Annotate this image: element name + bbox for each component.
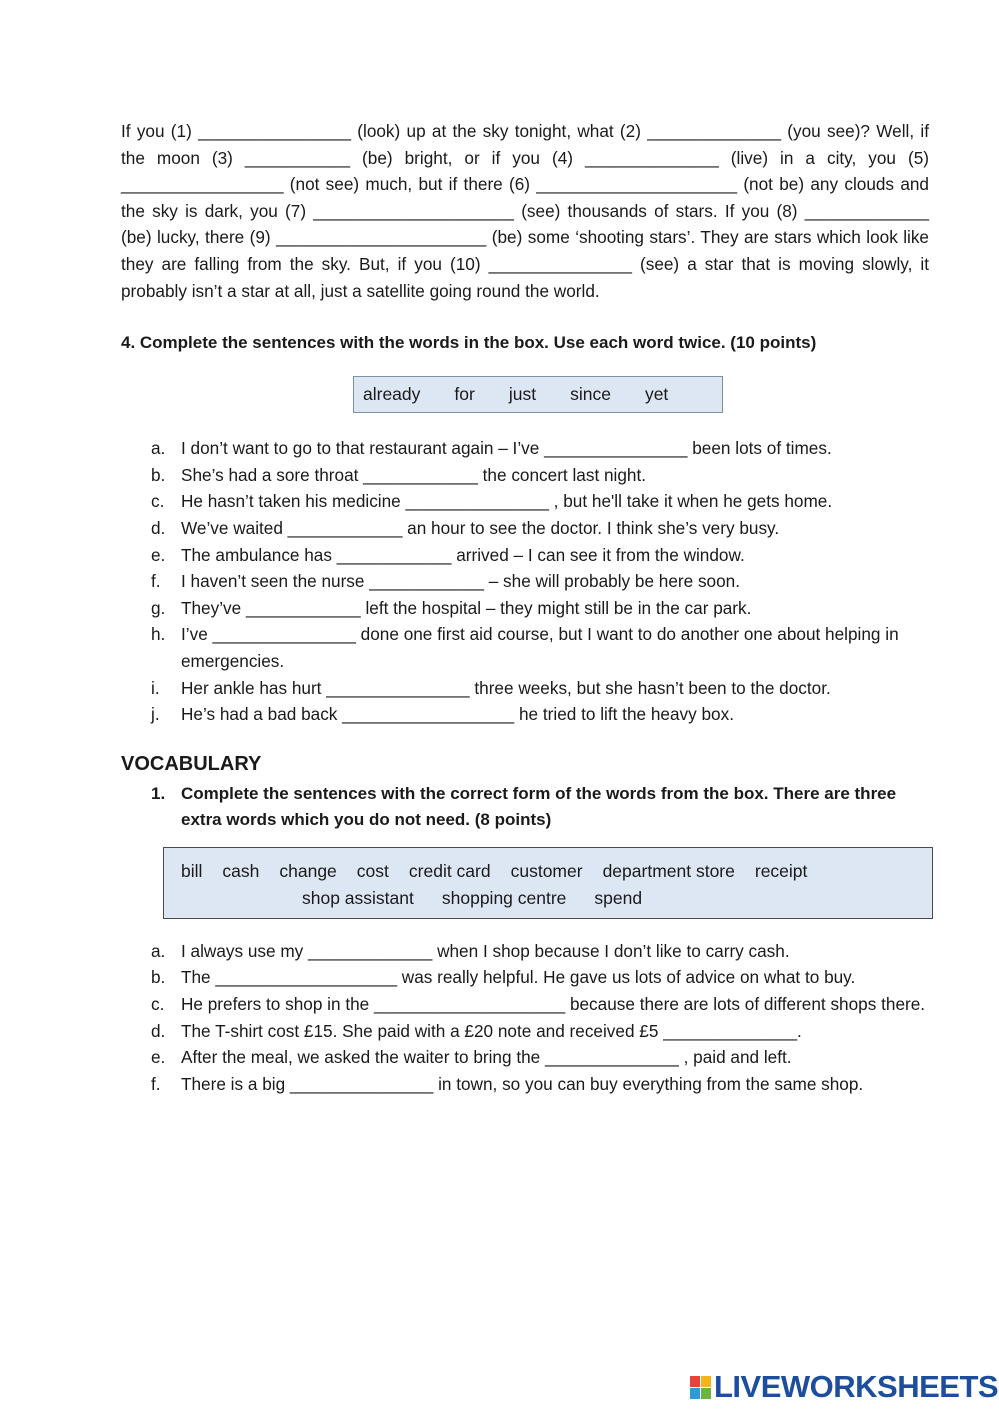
vocabulary-heading: VOCABULARY	[121, 752, 262, 775]
item-label: a.	[151, 940, 166, 961]
list-item	[121, 435, 929, 462]
list-item	[121, 568, 929, 595]
item-label: c.	[151, 994, 165, 1015]
task-text: Complete the sentences with the correct form of the words from the box. There are three extra words which you do not need. (8 points)	[181, 783, 897, 830]
item-label: d.	[151, 517, 166, 538]
list-item	[121, 462, 929, 489]
list-item	[121, 1071, 929, 1098]
task-number: 1.	[151, 783, 166, 803]
logo-mark-tile	[701, 1376, 711, 1387]
item-label: f.	[151, 1073, 161, 1094]
word-box-item: just	[508, 384, 537, 405]
list-item	[121, 595, 929, 622]
item-label: d.	[151, 1020, 166, 1041]
item-text: The ambulance has ____________ arrived – I can see it from the window.	[181, 544, 745, 565]
word-box-item: since	[570, 384, 611, 405]
item-label: b.	[151, 967, 166, 988]
item-label: f.	[151, 571, 161, 592]
item-text: They’ve ____________ left the hospital – they might still be in the car park.	[181, 597, 752, 618]
item-label: j.	[151, 704, 160, 725]
word-box-item: change	[279, 860, 337, 881]
item-label: a.	[151, 438, 166, 459]
word-box-item: department store	[602, 860, 735, 881]
item-label: h.	[151, 624, 166, 645]
item-text: I don’t want to go to that restaurant again – I’ve _______________ been lots of times.	[181, 438, 832, 459]
word-box-item: spend	[594, 887, 643, 908]
list-item	[121, 515, 929, 542]
vocabulary-word-box	[163, 847, 933, 919]
item-text: After the meal, we asked the waiter to bring the ______________ , paid and left.	[181, 1047, 792, 1068]
item-label: i.	[151, 677, 160, 698]
logo-mark-icon	[690, 1376, 711, 1399]
worksheet-page	[121, 118, 929, 1097]
item-label: e.	[151, 1047, 166, 1068]
vocabulary-task	[121, 781, 929, 834]
item-label: e.	[151, 544, 166, 565]
word-box-item: shop assistant	[302, 887, 414, 908]
word-box-item: cash	[222, 860, 260, 881]
item-text: He’s had a bad back __________________ he tried to lift the heavy box.	[181, 704, 734, 725]
list-item	[121, 621, 929, 674]
logo-mark-tile	[701, 1388, 711, 1399]
item-text: The ___________________ was really helpful. He gave us lots of advice on what to buy.	[181, 967, 856, 988]
exercise4-word-box	[353, 376, 723, 413]
list-item	[121, 488, 929, 515]
list-item	[121, 542, 929, 569]
list-item	[121, 964, 929, 991]
word-box-row	[181, 858, 932, 885]
item-text: He hasn’t taken his medicine _______________ , but he'll take it when he gets home.	[181, 491, 833, 512]
item-text: I always use my _____________ when I shop because I don’t like to carry cash.	[181, 940, 790, 961]
list-item	[121, 991, 929, 1018]
list-item	[121, 701, 929, 728]
item-label: b.	[151, 464, 166, 485]
item-text: Her ankle has hurt _______________ three weeks, but she hasn’t been to the doctor.	[181, 677, 831, 698]
word-box-item: shopping centre	[441, 887, 567, 908]
word-box-item: receipt	[754, 860, 808, 881]
logo-mark-tile	[690, 1388, 700, 1399]
item-text: There is a big _______________ in town, so you can buy everything from the same shop.	[181, 1073, 864, 1094]
list-item	[121, 938, 929, 965]
item-text: The T-shirt cost £15. She paid with a £20 note and received £5 ______________.	[181, 1020, 802, 1041]
liveworksheets-logo	[690, 1369, 999, 1404]
logo-text: LIVEWORKSHEETS	[714, 1369, 999, 1404]
vocabulary-list	[121, 938, 929, 1098]
item-text: I haven’t seen the nurse ____________ – she will probably be here soon.	[181, 571, 740, 592]
item-label: g.	[151, 597, 166, 618]
word-box-row	[181, 885, 932, 912]
list-item	[121, 1018, 929, 1045]
list-item	[121, 675, 929, 702]
word-box-item: credit card	[408, 860, 491, 881]
item-text: She’s had a sore throat ____________ the concert last night.	[181, 464, 647, 485]
word-box-item: cost	[356, 860, 389, 881]
exercise3-paragraph: If you (1) ________________ (look) up at the sky tonight, what (2) ______________ (you see)? Well, if the moon (3) ___________ (be) bright, or if you (4) ______________ (live) in a city, you (5) _________________ (not see) much, but if there (6) _____________________ (not be) any clouds and the sky is dark, you (7) _____________________ (see) thousands of stars. If you (8) _____________ (be) lucky, there (9) ______________________ (be) some ‘shooting stars’. They are stars which look like they are falling from the sky. But, if you (10) _______________ (see) a star that is moving slowly, it probably isn’t a star at all, just a satellite going round the world.	[121, 121, 929, 301]
word-box-item: yet	[644, 384, 669, 405]
word-box-item: customer	[510, 860, 583, 881]
item-text: He prefers to shop in the ____________________ because there are lots of different shops there.	[181, 994, 926, 1015]
exercise4-heading: 4. Complete the sentences with the words in the box. Use each word twice. (10 points)	[121, 333, 817, 353]
logo-mark-tile	[690, 1376, 700, 1387]
item-label: c.	[151, 491, 165, 512]
exercise4-list	[121, 435, 929, 728]
list-item	[121, 1044, 929, 1071]
item-text: I’ve _______________ done one first aid course, but I want to do another one about helping in emergencies.	[181, 624, 899, 671]
word-box-item: bill	[181, 860, 203, 881]
item-text: We’ve waited ____________ an hour to see the doctor. I think she’s very busy.	[181, 517, 780, 538]
word-box-item: for	[454, 384, 475, 405]
word-box-item: already	[363, 384, 421, 405]
